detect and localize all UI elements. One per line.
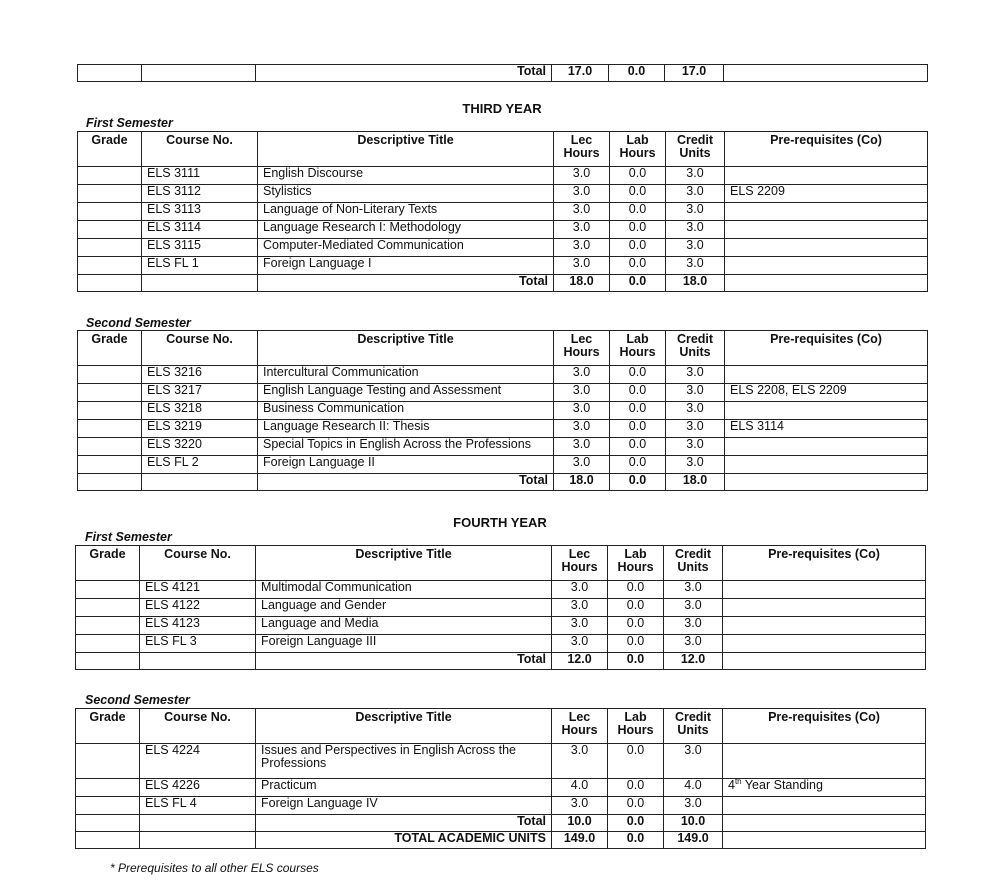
course-code: ELS 4122 <box>140 599 256 617</box>
total-row-lab: 0.0 <box>608 815 664 832</box>
lab-hours: 0.0 <box>608 779 664 797</box>
fourth-year-heading: FOURTH YEAR <box>453 515 547 530</box>
course-title: Language and Gender <box>256 599 552 617</box>
lab-hours: 0.0 <box>610 438 666 456</box>
course-title: English Language Testing and Assessment <box>258 384 554 402</box>
prerequisites-header: Pre-requisites (Co) <box>723 709 926 744</box>
third-first-semester-label: First Semester <box>86 116 173 130</box>
total-row-lab: 0.0 <box>610 275 666 292</box>
table-row <box>76 635 926 653</box>
lec-hours: 3.0 <box>554 257 610 275</box>
grade-cell <box>78 402 142 420</box>
course-code: ELS 4226 <box>140 779 256 797</box>
total-row <box>78 474 928 491</box>
course-code: ELS 3219 <box>142 420 258 438</box>
course-code: ELS 3111 <box>142 167 258 185</box>
prerequisite <box>723 635 926 653</box>
course-code: ELS 3115 <box>142 239 258 257</box>
course-title: Language Research II: Thesis <box>258 420 554 438</box>
table-row <box>78 221 928 239</box>
prereq-text: Year Standing <box>741 778 823 792</box>
credit-units: 3.0 <box>666 185 725 203</box>
total-row-lab: 0.0 <box>608 653 664 670</box>
lab-hours: 0.0 <box>608 744 664 779</box>
prerequisite <box>725 402 928 420</box>
course-no-header: Course No. <box>142 132 258 167</box>
total-row <box>76 653 926 670</box>
lec-hours-header: Lec Hours <box>552 546 608 581</box>
credit-units: 3.0 <box>666 402 725 420</box>
top-total-table <box>77 64 928 82</box>
credit-units: 3.0 <box>666 366 725 384</box>
lab-hours: 0.0 <box>610 384 666 402</box>
course-code: ELS 3112 <box>142 185 258 203</box>
prerequisites-header: Pre-requisites (Co) <box>725 331 928 366</box>
third-year-second-semester-table <box>77 330 928 491</box>
credit-units: 3.0 <box>666 239 725 257</box>
prerequisite <box>723 797 926 815</box>
course-no-header: Course No. <box>140 546 256 581</box>
prerequisite <box>725 366 928 384</box>
lec-hours: 3.0 <box>552 744 608 779</box>
lab-hours: 0.0 <box>610 167 666 185</box>
course-title: English Discourse <box>258 167 554 185</box>
lec-hours: 3.0 <box>554 402 610 420</box>
header-row <box>78 331 928 366</box>
table-row <box>78 384 928 402</box>
lab-hours-header: Lab Hours <box>610 132 666 167</box>
total-row-lec: 18.0 <box>554 474 610 491</box>
course-title: Foreign Language IV <box>256 797 552 815</box>
fourth-second-semester-label: Second Semester <box>85 693 190 707</box>
course-title: Stylistics <box>258 185 554 203</box>
prerequisite <box>725 203 928 221</box>
lec-hours: 3.0 <box>554 185 610 203</box>
prerequisite <box>725 167 928 185</box>
lec-hours-header: Lec Hours <box>554 331 610 366</box>
table-row <box>78 420 928 438</box>
prerequisite <box>725 239 928 257</box>
prerequisite <box>725 456 928 474</box>
total-row <box>76 815 926 832</box>
lec-hours: 3.0 <box>554 221 610 239</box>
grade-cell <box>78 239 142 257</box>
credit-units: 3.0 <box>664 581 723 599</box>
total-row-credit: 18.0 <box>666 474 725 491</box>
lab-hours: 0.0 <box>610 456 666 474</box>
table-row <box>78 167 928 185</box>
course-title: Foreign Language I <box>258 257 554 275</box>
table-row <box>78 257 928 275</box>
table-row <box>78 438 928 456</box>
total-credit: 17.0 <box>665 65 724 82</box>
grand-total-row-lab: 0.0 <box>608 832 664 849</box>
total-row-lec: 12.0 <box>552 653 608 670</box>
grade-cell <box>78 366 142 384</box>
lab-hours: 0.0 <box>608 581 664 599</box>
lab-hours-header: Lab Hours <box>610 331 666 366</box>
grade-cell <box>76 744 140 779</box>
total-lec: 17.0 <box>552 65 609 82</box>
lab-hours: 0.0 <box>610 402 666 420</box>
total-row-label: Total <box>256 815 552 832</box>
table-row <box>76 779 926 797</box>
credit-units: 3.0 <box>664 744 723 779</box>
grade-header: Grade <box>78 331 142 366</box>
credit-units-header: Credit Units <box>666 331 725 366</box>
table-row <box>78 456 928 474</box>
title-header: Descriptive Title <box>258 331 554 366</box>
table-row <box>78 366 928 384</box>
table-row <box>78 239 928 257</box>
total-row-credit: 10.0 <box>664 815 723 832</box>
course-code: ELS 3113 <box>142 203 258 221</box>
lab-hours: 0.0 <box>610 203 666 221</box>
total-row-lec: 18.0 <box>554 275 610 292</box>
header-row <box>76 709 926 744</box>
grade-cell <box>78 167 142 185</box>
lab-hours: 0.0 <box>608 797 664 815</box>
total-row <box>78 65 928 82</box>
course-code: ELS 3218 <box>142 402 258 420</box>
title-header: Descriptive Title <box>256 709 552 744</box>
lec-hours: 3.0 <box>552 581 608 599</box>
lab-hours: 0.0 <box>610 257 666 275</box>
grade-cell <box>78 221 142 239</box>
course-title: Practicum <box>256 779 552 797</box>
lec-hours: 3.0 <box>554 203 610 221</box>
table-row <box>78 402 928 420</box>
lec-hours: 3.0 <box>552 599 608 617</box>
table-row <box>78 185 928 203</box>
fourth-first-semester-label: First Semester <box>85 530 172 544</box>
course-no-header: Course No. <box>142 331 258 366</box>
lec-hours: 3.0 <box>552 797 608 815</box>
table-row <box>76 581 926 599</box>
lab-hours-header: Lab Hours <box>608 709 664 744</box>
course-title: Special Topics in English Across the Professions <box>258 438 554 456</box>
prerequisites-footnote: * Prerequisites to all other ELS courses <box>110 861 319 875</box>
credit-units-header: Credit Units <box>664 709 723 744</box>
lab-hours-header: Lab Hours <box>608 546 664 581</box>
lec-hours: 3.0 <box>554 438 610 456</box>
grade-cell <box>78 185 142 203</box>
lec-hours: 3.0 <box>554 456 610 474</box>
course-code: ELS 4121 <box>140 581 256 599</box>
credit-units: 3.0 <box>666 203 725 221</box>
lab-hours: 0.0 <box>608 635 664 653</box>
total-row-lec: 10.0 <box>552 815 608 832</box>
course-code: ELS 3217 <box>142 384 258 402</box>
credit-units: 3.0 <box>666 456 725 474</box>
course-code: ELS FL 3 <box>140 635 256 653</box>
credit-units: 3.0 <box>666 420 725 438</box>
total-row <box>78 275 928 292</box>
grade-cell <box>76 599 140 617</box>
title-header: Descriptive Title <box>256 546 552 581</box>
total-row-label: Total <box>258 474 554 491</box>
third-second-semester-label: Second Semester <box>86 316 191 330</box>
grade-cell <box>76 797 140 815</box>
total-row-credit: 12.0 <box>664 653 723 670</box>
grade-cell <box>76 779 140 797</box>
header-row <box>76 546 926 581</box>
grade-cell <box>78 438 142 456</box>
lab-hours: 0.0 <box>608 617 664 635</box>
course-code: ELS 3220 <box>142 438 258 456</box>
prerequisite <box>723 779 926 797</box>
third-year-heading: THIRD YEAR <box>462 101 542 116</box>
prerequisite <box>723 581 926 599</box>
credit-units: 3.0 <box>664 617 723 635</box>
lec-hours: 3.0 <box>552 617 608 635</box>
grade-header: Grade <box>76 546 140 581</box>
third-year-first-semester-table <box>77 131 928 292</box>
grade-cell <box>78 384 142 402</box>
grand-total-row-label: TOTAL ACADEMIC UNITS <box>256 832 552 849</box>
grade-header: Grade <box>78 132 142 167</box>
course-title: Computer-Mediated Communication <box>258 239 554 257</box>
prerequisite: ELS 2209 <box>725 185 928 203</box>
credit-units: 3.0 <box>664 599 723 617</box>
lab-hours: 0.0 <box>610 366 666 384</box>
credit-units: 3.0 <box>664 797 723 815</box>
lec-hours-header: Lec Hours <box>552 709 608 744</box>
credit-units: 3.0 <box>666 221 725 239</box>
course-title: Foreign Language III <box>256 635 552 653</box>
grade-cell <box>78 456 142 474</box>
lab-hours: 0.0 <box>610 221 666 239</box>
prerequisite <box>725 438 928 456</box>
credit-units: 3.0 <box>666 438 725 456</box>
prerequisite <box>725 257 928 275</box>
table-row <box>76 744 926 779</box>
grade-cell <box>76 635 140 653</box>
credit-units-header: Credit Units <box>666 132 725 167</box>
grand-total-row <box>76 832 926 849</box>
lec-hours: 3.0 <box>554 366 610 384</box>
total-row-credit: 18.0 <box>666 275 725 292</box>
grade-cell <box>78 420 142 438</box>
lec-hours: 3.0 <box>552 635 608 653</box>
grade-cell <box>76 581 140 599</box>
lab-hours: 0.0 <box>610 185 666 203</box>
table-row <box>76 599 926 617</box>
prerequisite <box>725 221 928 239</box>
course-code: ELS 4123 <box>140 617 256 635</box>
prerequisite <box>723 744 926 779</box>
credit-units: 3.0 <box>666 384 725 402</box>
grand-total-row-credit: 149.0 <box>664 832 723 849</box>
table-row <box>76 617 926 635</box>
title-header: Descriptive Title <box>258 132 554 167</box>
credit-units: 3.0 <box>666 167 725 185</box>
credit-units: 3.0 <box>666 257 725 275</box>
course-title: Intercultural Communication <box>258 366 554 384</box>
total-row-lab: 0.0 <box>610 474 666 491</box>
course-code: ELS 3216 <box>142 366 258 384</box>
course-code: ELS 4224 <box>140 744 256 779</box>
prereq-suffix: th <box>734 778 742 786</box>
header-row <box>78 132 928 167</box>
table-row <box>78 203 928 221</box>
course-title: Issues and Perspectives in English Across the Professions <box>256 744 552 779</box>
course-title: Language of Non-Literary Texts <box>258 203 554 221</box>
credit-units-header: Credit Units <box>664 546 723 581</box>
fourth-year-second-semester-table <box>75 708 926 849</box>
prerequisite <box>723 617 926 635</box>
grand-total-row-lec: 149.0 <box>552 832 608 849</box>
grade-cell <box>76 617 140 635</box>
course-title: Multimodal Communication <box>256 581 552 599</box>
course-no-header: Course No. <box>140 709 256 744</box>
lab-hours: 0.0 <box>610 239 666 257</box>
course-title: Language and Media <box>256 617 552 635</box>
total-lab: 0.0 <box>609 65 665 82</box>
prerequisites-header: Pre-requisites (Co) <box>723 546 926 581</box>
lec-hours: 3.0 <box>554 420 610 438</box>
total-row-label: Total <box>256 653 552 670</box>
grade-cell <box>78 257 142 275</box>
grade-cell <box>78 203 142 221</box>
lec-hours: 3.0 <box>554 239 610 257</box>
table-row <box>76 797 926 815</box>
course-code: ELS FL 4 <box>140 797 256 815</box>
course-title: Language Research I: Methodology <box>258 221 554 239</box>
course-code: ELS FL 2 <box>142 456 258 474</box>
prerequisite: ELS 3114 <box>725 420 928 438</box>
lab-hours: 0.0 <box>608 599 664 617</box>
lab-hours: 0.0 <box>610 420 666 438</box>
lec-hours-header: Lec Hours <box>554 132 610 167</box>
total-label: Total <box>256 65 552 82</box>
fourth-year-first-semester-table <box>75 545 926 670</box>
course-title: Foreign Language II <box>258 456 554 474</box>
lec-hours: 3.0 <box>554 167 610 185</box>
lec-hours: 4.0 <box>552 779 608 797</box>
prerequisite <box>723 599 926 617</box>
course-code: ELS FL 1 <box>142 257 258 275</box>
prerequisite: ELS 2208, ELS 2209 <box>725 384 928 402</box>
prereq-number: 4 <box>728 778 735 792</box>
grade-header: Grade <box>76 709 140 744</box>
credit-units: 3.0 <box>664 635 723 653</box>
total-row-label: Total <box>258 275 554 292</box>
prerequisites-header: Pre-requisites (Co) <box>725 132 928 167</box>
credit-units: 4.0 <box>664 779 723 797</box>
course-code: ELS 3114 <box>142 221 258 239</box>
course-title: Business Communication <box>258 402 554 420</box>
lec-hours: 3.0 <box>554 384 610 402</box>
